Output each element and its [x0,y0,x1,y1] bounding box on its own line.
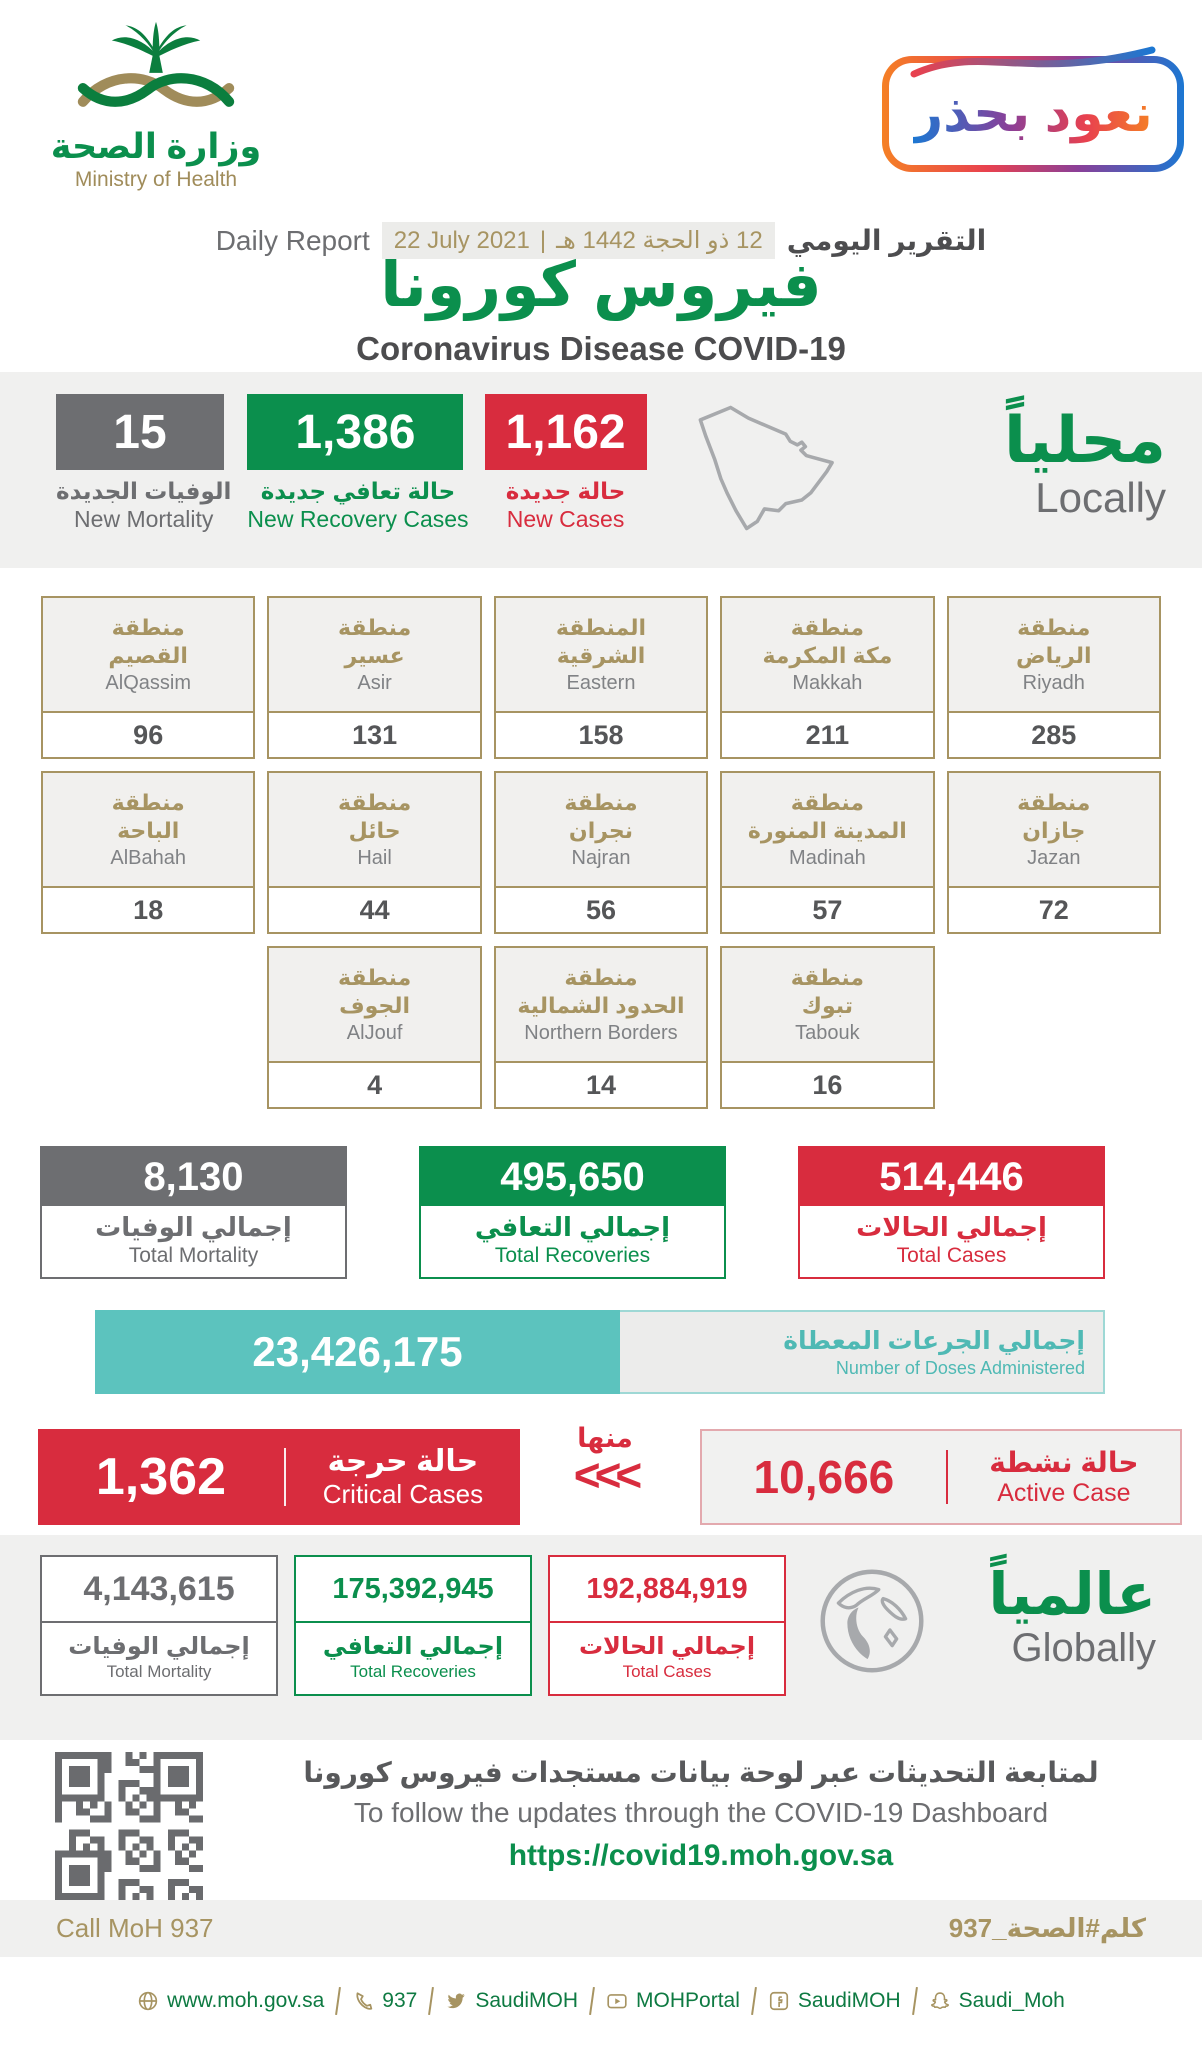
global-mortality-value: 4,143,615 [83,1569,235,1608]
palm-tree-icon [71,20,241,124]
region-ar-line2: الباحة [117,817,180,843]
region-ar-line1: منطقة [337,615,412,640]
new-recoveries-label-ar: حالة تعافي جديدة [260,478,456,504]
page-title-arabic: فيروس كورونا [380,251,822,320]
region-value: 4 [269,1061,479,1107]
qr-code [55,1752,203,1900]
region-ar-line1: المنطقة [555,615,647,640]
region-card-najran [494,771,708,934]
region-value: 72 [949,886,1159,932]
badge-swoosh [910,40,1156,80]
region-card-alqassim [41,596,255,759]
region-card-jazan [947,771,1161,934]
active-cases-box [700,1429,1182,1525]
new-cases-stat [485,394,647,533]
region-value: 16 [722,1061,932,1107]
return-cautiously-badge [882,56,1184,172]
chevrons-left-icon: <<< [573,1449,637,1501]
total-recoveries-box [419,1146,726,1279]
new-cases-value: 1,162 [485,394,647,470]
footer-link-call-937[interactable] [339,1989,430,2013]
region-ar-line2: المدينة المنورة [747,817,907,843]
dashboard-section [0,1740,1202,1900]
regions-grid [41,596,1161,1109]
region-ar-line2: الرياض [1015,642,1092,668]
region-value: 285 [949,711,1159,757]
global-cases-label-ar: إجمالي الحالات [578,1633,756,1660]
active-cases-value: 10,666 [753,1451,895,1503]
dashboard-line-ar: لمتابعة التحديثات عبر لوحة بيانات مستجدات فيروس كورونا [303,1757,1099,1788]
globe-icon [137,1990,159,2012]
region-ar-line1: منطقة [111,615,185,640]
new-cases-label-en: New Cases [506,506,625,532]
region-card-madinah [720,771,934,934]
globally-band [0,1535,1202,1740]
saudi-arabia-map-icon [679,400,857,552]
locally-heading-ar: محلياً [1003,404,1166,476]
total-cases-label-ar: إجمالي الحالات [856,1212,1047,1242]
region-ar-line2: الحدود الشمالية [517,992,685,1018]
new-recoveries-value: 1,386 [247,394,463,470]
region-en: Hail [357,847,392,869]
global-mortality-label-en: Total Mortality [106,1662,212,1681]
region-value: 131 [269,711,479,757]
region-card-eastern [494,596,708,759]
globally-heading-en: Globally [1011,1625,1156,1670]
region-card-hail [267,771,481,934]
hashtag-label: كلم#الصحة_937 [948,1913,1146,1943]
region-ar-line1: منطقة [564,790,638,815]
youtube-icon [606,1990,628,2012]
total-cases-value: 514,446 [800,1148,1103,1206]
doses-value: 23,426,175 [95,1310,620,1394]
global-cases-label-en: Total Cases [622,1662,712,1681]
new-mortality-value: 15 [56,394,224,470]
global-recoveries-label-en: Total Recoveries [350,1662,476,1681]
region-ar-line1: منطقة [564,965,638,990]
global-cases-value: 192,884,919 [586,1572,748,1605]
region-ar-line2: الشرقية [556,642,646,668]
new-recoveries-label-en: New Recovery Cases [247,506,469,532]
global-recoveries-box [294,1555,532,1696]
date-gregorian: 22 July 2021 [393,226,530,254]
total-cases-label-en: Total Cases [896,1244,1007,1267]
region-en: Jazan [1027,847,1081,869]
call-strip [0,1900,1202,1957]
local-totals-section [0,1120,1202,1288]
region-en: Asir [357,672,392,694]
critical-active-row [0,1415,1202,1535]
region-value: 211 [722,711,932,757]
region-en: Eastern [566,672,636,694]
region-value: 96 [43,711,253,757]
new-mortality-label-en: New Mortality [74,506,214,532]
region-ar-line2: نجران [568,817,634,843]
new-cases-label-ar: حالة جديدة [505,478,626,504]
footer-link-label: MOHPortal [636,1989,740,2012]
moh-logo [46,20,266,192]
dashboard-line-en: To follow the updates through the COVID-19 Dashboard [353,1797,1049,1828]
total-mortality-value: 8,130 [42,1148,345,1206]
footer-link-label: SaudiMOH [475,1989,579,2012]
footer-links [0,1987,1202,2015]
region-ar-line2: حائل [348,817,401,843]
logo-title-english: Ministry of Health [74,167,238,191]
active-cases-label-en: Active Case [997,1479,1131,1507]
total-recoveries-label-en: Total Recoveries [494,1244,651,1267]
globally-heading [936,1562,1162,1671]
footer-link-youtube[interactable] [593,1989,753,2013]
locally-heading [863,404,1172,522]
region-ar-line1: منطقة [790,790,864,815]
region-ar-line2: عسير [344,642,405,668]
global-mortality-box [40,1555,278,1696]
region-card-riyadh [947,596,1161,759]
region-ar-line1: منطقة [1017,790,1091,815]
regions-section [0,568,1202,1120]
of-which-label: منها [577,1423,633,1453]
region-value: 158 [496,711,706,757]
region-ar-line1: منطقة [337,790,412,815]
logo-title-arabic: وزارة الصحة [50,127,262,166]
dashboard-url-link[interactable]: https://covid19.moh.gov.sa [508,1839,894,1872]
new-recoveries-stat [247,394,468,533]
region-card-aljouf [267,946,481,1109]
globally-heading-ar: عالمياً [988,1562,1156,1627]
region-ar-line2: مكة المكرمة [762,642,893,668]
doses-label-ar: إجمالي الجرعات المعطاة [783,1326,1085,1355]
region-value: 18 [43,886,253,932]
snapchat-icon [929,1990,951,2012]
region-en: AlBahah [110,847,186,869]
doses-bar [95,1310,1105,1394]
global-mortality-label-ar: إجمالي الوفيات [68,1633,250,1660]
region-en: Northern Borders [524,1022,678,1044]
doses-section [0,1288,1202,1415]
region-en: Madinah [789,847,866,869]
footer-link-twitter[interactable] [432,1989,591,2013]
twitter-icon [445,1990,467,2012]
footer-link-label: 937 [382,1989,418,2012]
date-hijri: 12 ذو الحجة 1442 هـ [556,227,763,254]
footer-link-label: SaudiMOH [797,1989,901,2012]
locally-band [0,372,1202,568]
doses-label-en: Number of Doses Administered [835,1357,1085,1378]
region-value: 14 [496,1061,706,1107]
page-title-english: Coronavirus Disease COVID-19 [356,330,846,367]
region-card-tabouk [720,946,934,1109]
phone-icon [352,1990,374,2012]
total-mortality-label-en: Total Mortality [128,1244,259,1267]
total-cases-box [798,1146,1105,1279]
footer-link-website[interactable] [124,1989,337,2013]
badge-text: نعود بحذر [913,85,1153,143]
region-ar-line2: تبوك [801,992,853,1018]
region-en: Tabouk [795,1022,860,1044]
region-card-asir [267,596,481,759]
global-recoveries-label-ar: إجمالي التعافي [322,1633,504,1660]
total-recoveries-label-ar: إجمالي التعافي [474,1212,671,1242]
region-ar-line1: منطقة [1017,615,1091,640]
active-cases-label-ar: حالة نشطة [989,1447,1139,1478]
total-recoveries-value: 495,650 [421,1148,724,1206]
footer-link-snapchat[interactable] [916,1989,1078,2013]
region-value: 44 [269,886,479,932]
region-card-makkah [720,596,934,759]
global-cases-box [548,1555,786,1696]
region-card-albahah [41,771,255,934]
critical-cases-label-en: Critical Cases [322,1479,484,1509]
date-separator: | [539,226,547,254]
footer-link-facebook[interactable] [755,1989,914,2013]
total-mortality-box [40,1146,347,1279]
region-en: Makkah [792,672,863,694]
total-mortality-label-ar: إجمالي الوفيات [95,1212,292,1242]
region-ar-line1: منطقة [337,965,412,990]
region-en: AlJouf [346,1022,403,1044]
new-mortality-stat [56,394,231,533]
facebook-icon [768,1990,790,2012]
daily-report-label-en: Daily Report [215,224,370,256]
footer-link-label: Saudi_Moh [958,1989,1065,2012]
region-ar-line1: منطقة [111,790,185,815]
region-en: Riyadh [1022,672,1085,694]
region-value: 56 [496,886,706,932]
header [0,0,1202,372]
region-ar-line2: الجوف [339,992,411,1018]
critical-cases-label-ar: حالة حرجة [327,1445,479,1478]
new-mortality-label-ar: الوفيات الجديدة [56,478,232,504]
footer-link-label: www.moh.gov.sa [167,1989,325,2012]
region-ar-line2: القصيم [108,642,188,668]
globe-icon [816,1565,928,1677]
critical-cases-box [38,1429,520,1525]
daily-report-label-ar: التقرير اليومي [786,225,987,256]
region-en: Najran [571,847,631,869]
region-card-northern-borders [494,946,708,1109]
of-which-indicator [545,1423,665,1501]
call-moh-label: Call MoH 937 [56,1913,214,1943]
critical-cases-value: 1,362 [95,1448,226,1506]
footer [0,1987,1202,2048]
global-recoveries-value: 175,392,945 [332,1572,494,1605]
region-ar-line1: منطقة [790,615,864,640]
locally-heading-en: Locally [1035,474,1166,521]
region-value: 57 [722,886,932,932]
region-en: AlQassim [105,672,191,694]
region-ar-line1: منطقة [790,965,864,990]
region-ar-line2: جازان [1022,817,1086,843]
